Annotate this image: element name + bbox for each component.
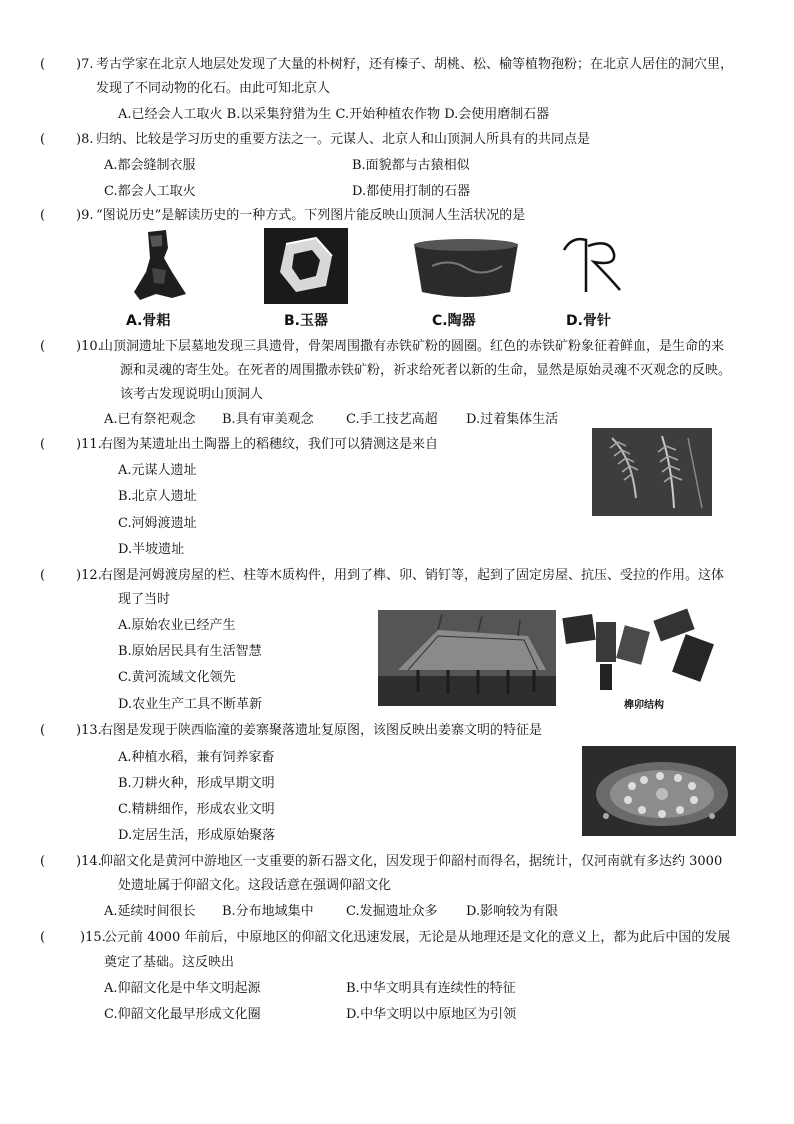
question-stem: 公元前 4000 年前后，中原地区的仰韶文化迅速发展，无论是从地理还是文化的意义上，都为此后中国的发展	[104, 930, 731, 945]
option-d[interactable]: D.中华文明以中原地区为引领	[346, 1007, 517, 1022]
question-stem: 考古学家在北京人地层处发现了大量的朴树籽，还有榛子、胡桃、松、榆等植物孢粉；在北京人居住的洞穴里，	[96, 57, 734, 72]
stilt-house-image[interactable]	[378, 610, 556, 706]
option-b[interactable]: B.面貌都与古猿相似	[352, 158, 470, 173]
option-a[interactable]: A.仰韶文化是中华文明起源	[104, 981, 261, 996]
mortise-tenon-image[interactable]	[560, 608, 720, 694]
bone-spade-image[interactable]	[128, 228, 190, 306]
option-c[interactable]: C.河姆渡遗址	[118, 516, 197, 531]
question-stem: 右图是河姆渡房屋的栏、柱等木质构件，用到了榫、卯、销钉等，起到了固定房屋、抗压、受拉的作用。这体	[100, 568, 725, 583]
question-number: )12.	[76, 568, 102, 583]
caption-d: D.骨针	[566, 313, 611, 329]
option-c[interactable]: C.发掘遗址众多	[346, 904, 438, 919]
pottery-image[interactable]	[410, 236, 522, 302]
option-c[interactable]: C.精耕细作，形成农业文明	[118, 802, 275, 817]
option-d[interactable]: D.半坡遗址	[118, 542, 185, 557]
option-c[interactable]: C.仰韶文化最早形成文化圈	[104, 1007, 261, 1022]
options-line: A.已经会人工取火 B.以采集狩猎为生 C.开始种植农作物 D.会使用磨制石器	[118, 107, 550, 122]
caption-c: C.陶器	[432, 313, 476, 329]
jade-ring-image[interactable]	[264, 228, 348, 304]
question-number: )13.	[76, 723, 102, 738]
option-b[interactable]: B.原始居民具有生活智慧	[118, 644, 262, 659]
question-stem: 右图为某遗址出土陶器上的稻穗纹，我们可以猜测这是来自	[100, 437, 439, 452]
answer-bracket[interactable]: (	[40, 57, 46, 72]
question-stem: 源和灵魂的寄生处。在死者的周围撒赤铁矿粉，祈求给死者以新的生命，显然是原始灵魂不灭观念的反映。	[120, 363, 732, 378]
image-caption: 榫卯结构	[624, 700, 664, 711]
question-number: )14.	[76, 854, 102, 869]
question-number: )7.	[76, 57, 94, 72]
caption-b: B.玉器	[284, 313, 328, 329]
question-number: )9.	[76, 208, 94, 223]
question-number: )8.	[76, 132, 94, 147]
answer-bracket[interactable]: (	[40, 339, 46, 354]
option-b[interactable]: B.中华文明具有连续性的特征	[346, 981, 516, 996]
option-b[interactable]: B.具有审美观念	[222, 412, 314, 427]
question-stem: 发现了不同动物的化石。由此可知北京人	[96, 81, 331, 96]
option-c[interactable]: C.黄河流域文化领先	[118, 670, 236, 685]
option-a[interactable]: A.都会缝制衣服	[104, 158, 196, 173]
jiangzhai-settlement-image[interactable]	[582, 746, 736, 836]
question-number: )10.	[76, 339, 102, 354]
answer-bracket[interactable]: (	[40, 930, 46, 945]
rice-pattern-pottery-image[interactable]	[592, 428, 712, 516]
question-stem: 处遗址属于仰韶文化。这段话意在强调仰韶文化	[118, 878, 392, 893]
option-a[interactable]: A.元谋人遗址	[118, 463, 197, 478]
question-number: )15.	[80, 930, 106, 945]
answer-bracket[interactable]: (	[40, 437, 46, 452]
option-a[interactable]: A.已有祭祀观念	[104, 412, 196, 427]
question-number: )11.	[76, 437, 102, 452]
answer-bracket[interactable]: (	[40, 568, 46, 583]
option-d[interactable]: D.定居生活，形成原始聚落	[118, 828, 276, 843]
answer-bracket[interactable]: (	[40, 132, 46, 147]
option-b[interactable]: B.北京人遗址	[118, 489, 197, 504]
option-a[interactable]: A.种植水稻，兼有饲养家畜	[118, 750, 275, 765]
option-d[interactable]: D.农业生产工具不断革新	[118, 697, 263, 712]
question-stem: 山顶洞遗址下层墓地发现三具遗骨，骨架周围撒有赤铁矿粉的圆圈。红色的赤铁矿粉象征着鲜血，是生命的来	[100, 339, 725, 354]
option-a[interactable]: A.原始农业已经产生	[118, 618, 236, 633]
option-c[interactable]: C.都会人工取火	[104, 184, 196, 199]
option-d[interactable]: D.过着集体生活	[466, 412, 559, 427]
option-b[interactable]: B.分布地域集中	[222, 904, 314, 919]
answer-bracket[interactable]: (	[40, 854, 46, 869]
question-stem: 归纳、比较是学习历史的重要方法之一。元谋人、北京人和山顶洞人所具有的共同点是	[96, 132, 591, 147]
question-stem: 仰韶文化是黄河中游地区一支重要的新石器文化，因发现于仰韶村而得名，据统计，仅河南就有多达约 3000	[100, 854, 723, 869]
option-a[interactable]: A.延续时间很长	[104, 904, 196, 919]
question-stem: 现了当时	[118, 592, 171, 607]
answer-bracket[interactable]: (	[40, 723, 46, 738]
option-c[interactable]: C.手工技艺高超	[346, 412, 438, 427]
option-d[interactable]: D.都使用打制的石器	[352, 184, 471, 199]
question-stem: 右图是发现于陕西临潼的姜寨聚落遗址复原图，该图反映出姜寨文明的特征是	[100, 723, 543, 738]
question-stem: 奠定了基础。这反映出	[104, 955, 235, 970]
option-d[interactable]: D.影响较为有限	[466, 904, 559, 919]
option-b[interactable]: B.刀耕火种，形成早期文明	[118, 776, 275, 791]
answer-bracket[interactable]: (	[40, 208, 46, 223]
caption-a: A.骨耜	[126, 313, 171, 329]
question-stem: 该考古发现说明山顶洞人	[120, 387, 264, 402]
question-stem: “图说历史”是解读历史的一种方式。下列图片能反映山顶洞人生活状况的是	[96, 208, 526, 223]
bone-needle-image[interactable]	[558, 232, 628, 298]
